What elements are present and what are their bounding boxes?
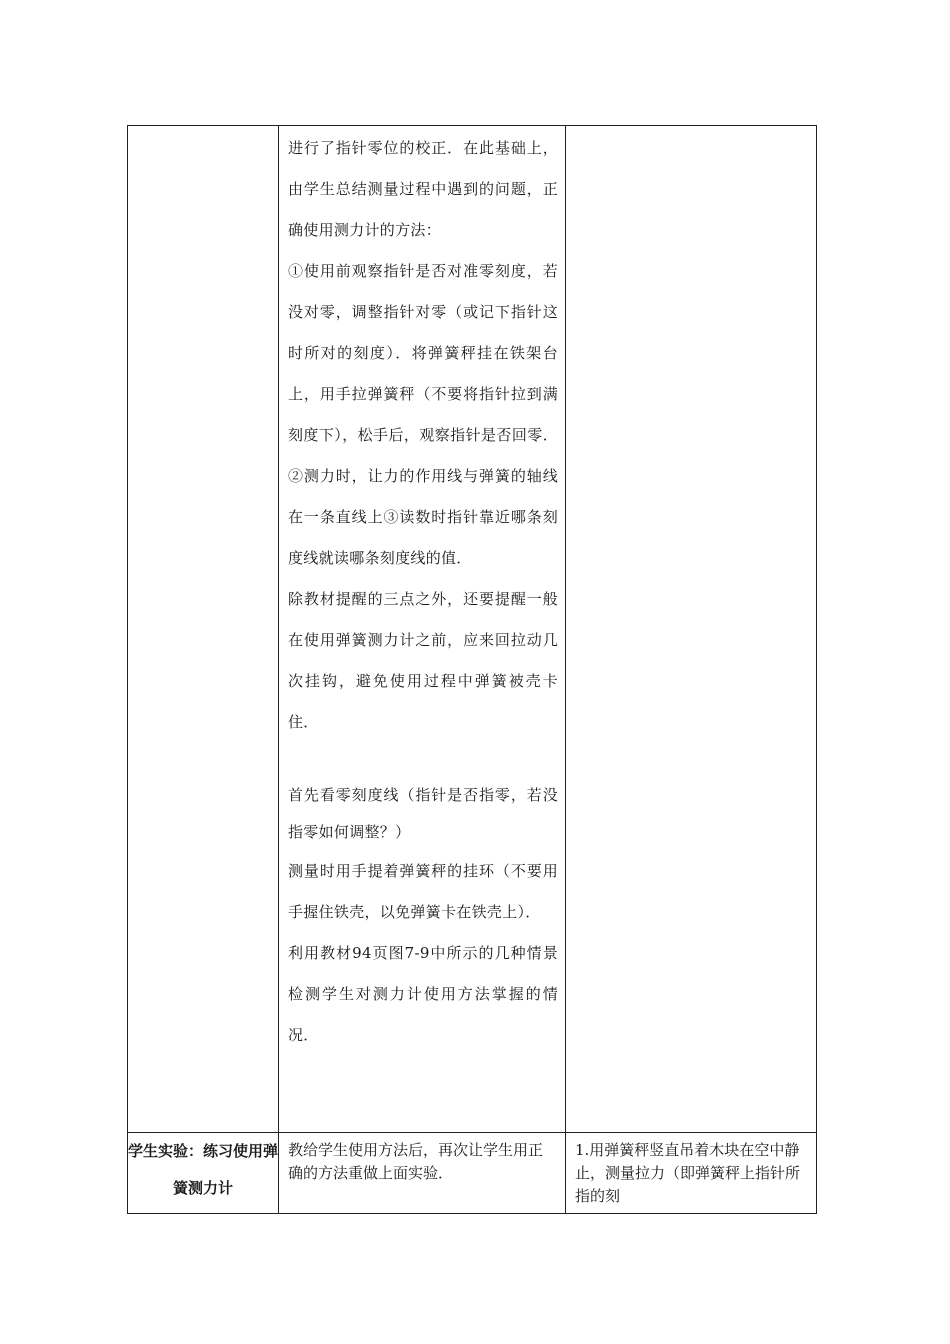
paragraph-zero-calibration: 进行了指针零位的校正．在此基础上，由学生总结测量过程中遇到的问题，正确使用测力计的方法： — [288, 139, 558, 239]
table-cell-activity-label — [128, 1133, 279, 1214]
paragraph-gap — [288, 743, 558, 777]
lesson-table — [127, 125, 817, 1214]
paragraph-extra-reminder: 除教材提醒的三点之外，还要提醒一般在使用弹簧测力计之前，应来回拉动几次挂钩，避免使用过程中弹簧被壳卡住． — [288, 590, 558, 731]
table-cell-teacher — [279, 126, 566, 1133]
table-cell-student — [566, 1133, 817, 1214]
paragraph-zero-line: 首先看零刻度线（指针是否指零，若没指零如何调整？） — [288, 786, 558, 841]
table-row — [128, 1133, 817, 1214]
activity-label: 学生实验：练习使用弹簧测力计 — [128, 1142, 279, 1197]
paragraph-redo-experiment: 教给学生使用方法后，再次让学生用正确的方法重做上面实验． — [288, 1141, 544, 1182]
table-row — [128, 126, 817, 1133]
table-cell-student — [566, 126, 817, 1133]
table-cell-teacher — [279, 1133, 566, 1214]
table-cell-activity — [128, 126, 279, 1133]
paragraph-textbook-check: 利用教材94页图7-9中所示的几种情景检测学生对测力计使用方法掌握的情况． — [288, 944, 558, 1044]
paragraph-usage-steps: ①使用前观察指针是否对准零刻度，若没对零，调整指针对零（或记下指针这时所对的刻度）．将弹簧秤挂在铁架台上，用手拉弹簧秤（不要将指针拉到满刻度下），松手后，观察指针是否回零．②测力时，让力的作用线与弹簧的轴线在一条直线上③读数时指针靠近哪条刻度线就读哪条刻度线的值． — [288, 262, 558, 567]
paragraph-measure-pull: 1.用弹簧秤竖直吊着木块在空中静止，测量拉力（即弹簧秤上指针所指的刻 — [575, 1141, 801, 1205]
paragraph-hold-ring: 测量时用手提着弹簧秤的挂环（不要用手握住铁壳，以免弹簧卡在铁壳上）． — [288, 862, 558, 921]
